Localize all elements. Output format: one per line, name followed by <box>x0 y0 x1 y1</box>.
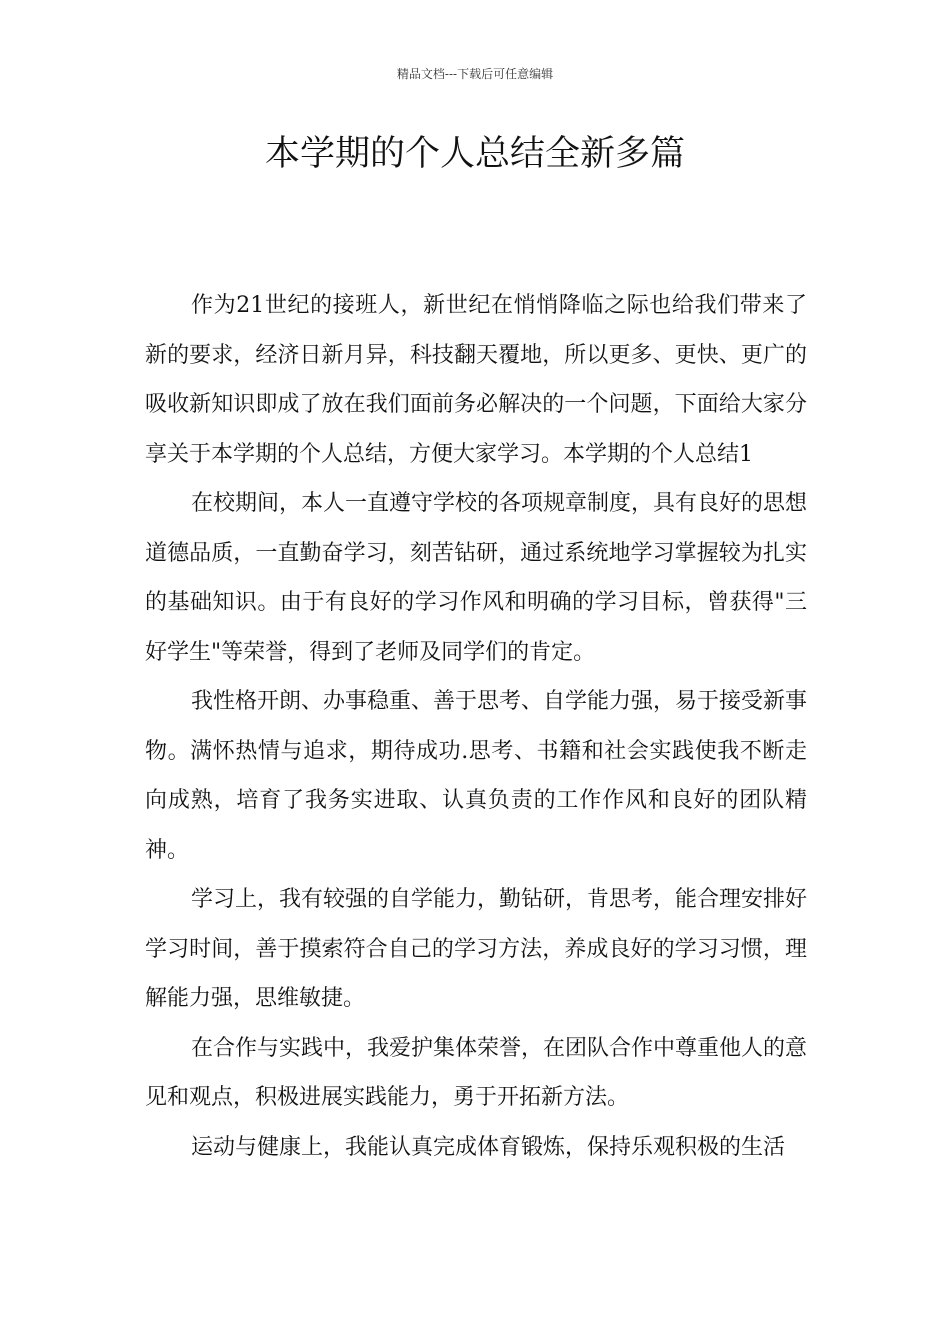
paragraph-personality: 我性格开朗、办事稳重、善于思考、自学能力强，易于接受新事物。满怀热情与追求，期待成功.思考、书籍和社会实践使我不断走向成熟，培育了我务实进取、认真负责的工作作风和良好的团队精神。 <box>145 689 808 863</box>
paragraph-teamwork: 在合作与实践中，我爱护集体荣誉，在团队合作中尊重他人的意见和观点，积极进展实践能力，勇于开拓新方法。 <box>145 1035 808 1110</box>
paragraph-intro: 作为21世纪的接班人，新世纪在悄悄降临之际也给我们带来了新的要求，经济日新月异，科技翻天覆地，所以更多、更快、更广的吸收新知识即成了放在我们面前务必解决的一个问题，下面给大家分享关于本学期的个人总结，方便大家学习。本学期的个人总结1 <box>145 293 807 467</box>
document-title: 本学期的个人总结全新多篇 <box>264 134 685 174</box>
paragraph-health: 运动与健康上，我能认真完成体育锻炼，保持乐观积极的生活 <box>191 1134 786 1160</box>
paragraph-study: 学习上，我有较强的自学能力，勤钻研，肯思考，能合理安排好学习时间，善于摸索符合自己的学习方法，养成良好的学习习惯，理解能力强，思维敏捷。 <box>145 887 808 1011</box>
page-header: 精品文档---下载后可任意编辑 <box>396 67 554 81</box>
document-body <box>145 281 807 1172</box>
paragraph-school: 在校期间，本人一直遵守学校的各项规章制度，具有良好的思想道德品质，一直勤奋学习，刻苦钻研，通过系统地学习掌握较为扎实的基础知识。由于有良好的学习作风和明确的学习目标，曾获得"三好学生"等荣誉，得到了老师及同学们的肯定。 <box>145 491 808 665</box>
